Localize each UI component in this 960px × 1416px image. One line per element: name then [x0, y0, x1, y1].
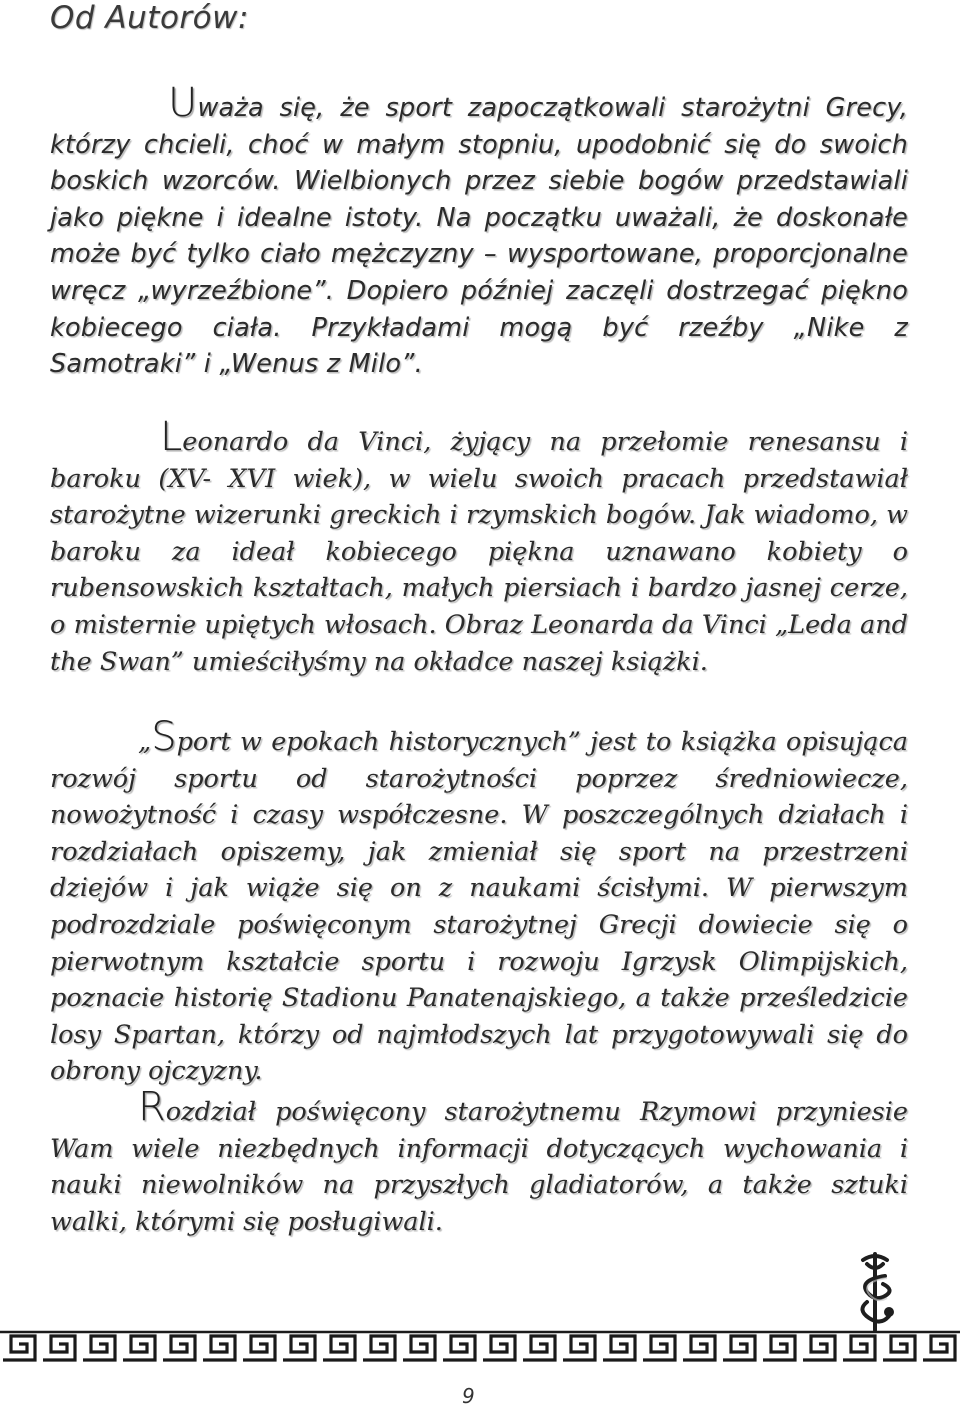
- drop-cap-r: R: [138, 1084, 166, 1130]
- drop-cap-l: L: [160, 414, 183, 460]
- drop-cap-s: S: [151, 714, 177, 760]
- page-title: Od Autorów:: [50, 0, 249, 36]
- drop-cap-u: U: [168, 80, 198, 126]
- caduceus-serpent-ornament-icon: [845, 1250, 907, 1332]
- paragraph-3: [50, 714, 908, 1090]
- paragraph-2-text: eonardo da Vinci, żyjący na przełomie renesansu i baroku (XV- XVI wiek), w wielu swoich pracach przedstawiał starożytne wizerunki greckich i rzymskich bogów. Jak wiadomo, w baroku za ideał kobiecego piękna uznawano kobiety o rubensowskich kształtach, małych piersiach i bardzo jasnej cerze, o misternie upiętych włosach. Obraz Leonarda da Vinci „Leda and the Swan” umieściłyśmy na okładce naszej książki.: [50, 427, 908, 677]
- page-number: 9: [462, 1384, 475, 1408]
- paragraph-1: [50, 80, 908, 383]
- paragraph-2: [50, 414, 908, 680]
- paragraph-3-text: port w epokach historycznych” jest to książka opisująca rozwój sportu od starożytności poprzez średniowiecze, nowożytność i czasy współczesne. W poszczególnych działach i rozdziałach opiszemy, jak zmieniał się sport na przestrzeni dziejów i jak wiąże się on z naukami ścisłymi. W pierwszym podrozdziale poświęconym starożytnej Grecji dowiecie się o pierwotnym kształcie sportu i rozwoju Igrzysk Olimpijskich, poznacie historię Stadionu Panatenajskiego, a także prześledzicie losy Spartan, którzy od najmłodszych lat przygotowywali się do obrony ojczyzny.: [50, 727, 908, 1087]
- paragraph-1-text: waża się, że sport zapoczątkowali starożytni Grecy, którzy chcieli, choć w małym stopniu, upodobnić się do swoich boskich wzorców. Wielbionych przez siebie bogów przedstawiali jako piękne i idealne istoty. Na początku uważali, że doskonałe może być tylko ciało mężczyzny – wysportowane, proporcjonalne wręcz „wyrzeźbione”. Dopiero później zaczęli dostrzegać piękno kobiecego ciała. Przykładami mogą być rzeźby „Nike z Samotraki” i „Wenus z Milo”.: [50, 93, 908, 380]
- paragraph-3-open-quote: „: [138, 727, 152, 757]
- paragraph-4-text: ozdział poświęcony starożytnemu Rzymowi przyniesie Wam wiele niezbędnych informacji dotyczących wychowania i nauki niewolników na przyszłych gladiatorów, a także sztuki walki, którymi się posługiwali.: [50, 1097, 908, 1237]
- paragraph-4: [50, 1084, 908, 1240]
- greek-meander-border-icon: [0, 1330, 960, 1364]
